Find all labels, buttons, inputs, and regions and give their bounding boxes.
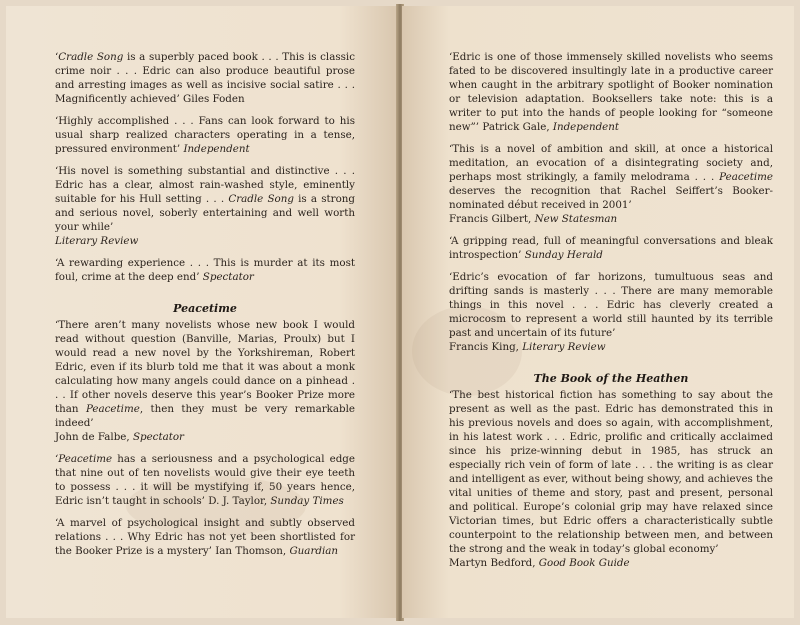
review-quote: ‘Peacetime has a seriousness and a psychological edge that nine out of ten novelists would give their eye teeth to possess . . . it will be mystifying if, 50 years hence, Edric isn’t taught in schools’ D. J. Taylor, Sunday Times [55,453,355,507]
review-quote: ‘Cradle Song is a superbly paced book . . . This is classic crime noir . . . Edric can also produce beautiful prose and arresting images as well as incisive social satire . . . Magnificently achieved’ Giles Foden [55,51,355,105]
right-page [402,6,794,618]
review-quote: ‘This is a novel of ambition and skill, at once a historical meditation, an evocation of a disintegrating society and, perhaps most strikingly, a family melodrama . . . Peacetime deserves the recognition that Rachel Seiffert’s Booker-nominated début received in 2001’ Francis Gilbert, New Statesman [449,143,773,225]
review-quote: ‘Edric’s evocation of far horizons, tumultuous seas and drifting sands is masterly . . . There are many memorable things in this novel . . . Edric has cleverly created a microcosm to represent a world still haunted by its terrible past and uncertain of its future’ Francis King, Literary Review [449,271,773,353]
review-quote: ‘Edric is one of those immensely skilled novelists who seems fated to be discovered insultingly late in a productive career when caught in the arbitrary spotlight of Booker nomination or television adaptation. Booksellers take note: this is a writer to put into the hands of people looking for “someone new”’ Patrick Gale, Independent [449,51,773,133]
right-column [449,50,773,578]
left-page [6,6,398,618]
review-quote: ‘A marvel of psychological insight and subtly observed relations . . . Why Edric has not yet been shortlisted for the Booker Prize is a mystery’ Ian Thomson, Guardian [55,517,355,557]
review-quote: ‘The best historical fiction has something to say about the present as well as the past. Edric has demonstrated this in his previous novels and does so again, with accomplishment, in his latest work . . . Edric, prolific and critically acclaimed since his prize-winning debut in 1985, has struck an especially rich vein of form of late . . . the writing is as clear and intelligent as ever, without being showy, and achieves the vital unities of theme and story, past and present, personal and political. Europe’s colonial grip may have relaxed since Victorian times, but Edric offers a characteristically subtle counterpoint to the relationship between men, and between the strong and the weak in today’s global economy’ Martyn Bedford, Good Book Guide [449,389,773,569]
left-column [55,50,355,566]
review-quote: ‘There aren’t many novelists whose new book I would read without question (Banville, Marias, Proulx) but I would read a new novel by the Yorkshireman, Robert Edric, even if its blurb told me that it was about a monk calculating how many angels could dance on a pinhead . . . If other novels deserve this year’s Booker Prize more than Peacetime, then they must be very remarkable indeed’ John de Falbe, Spectator [55,319,355,443]
review-quote: ‘His novel is something substantial and distinctive . . . Edric has a clear, almost rain-washed style, eminently suitable for his Hull setting . . . Cradle Song is a strong and serious novel, soberly entertaining and well worth your while’ Literary Review [55,165,355,247]
section-heading: Peacetime [173,302,237,315]
review-quote: ‘A gripping read, full of meaningful conversations and bleak introspection’ Sunday Herald [449,235,773,261]
section-heading: The Book of the Heathen [533,372,689,385]
review-quote: ‘Highly accomplished . . . Fans can look forward to his usual sharp realized characters operating in a tense, pressured environment’ Independent [55,115,355,155]
review-quote: ‘A rewarding experience . . . This is murder at its most foul, crime at the deep end’ Spectator [55,257,355,283]
